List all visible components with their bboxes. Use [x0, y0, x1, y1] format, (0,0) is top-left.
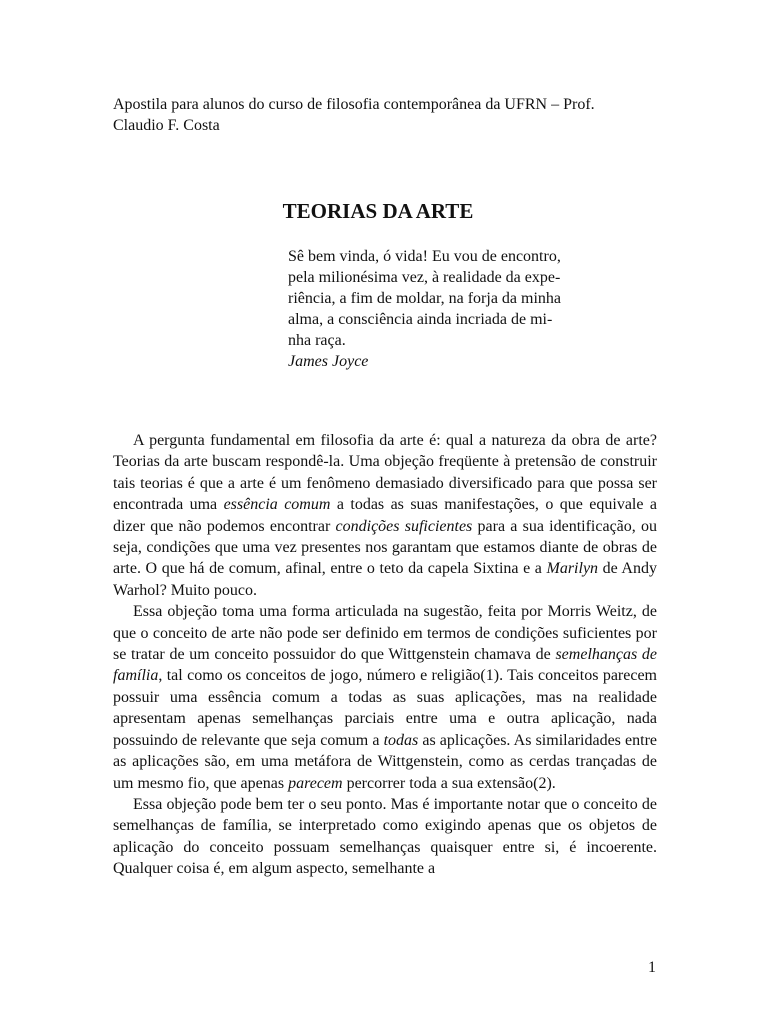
emphasis-todas: todas: [383, 731, 419, 749]
emphasis-parecem: parecem: [288, 774, 343, 792]
paragraph-1-text: de Andy Warhol? Muito pouco.: [113, 560, 657, 599]
paragraph-1-text: para a sua identificação, ou seja, condições que uma vez presentes nos garantam que estamos diante de obras de arte. O que há de comum, afinal, entre o teto da capela Sixtina e a: [113, 517, 658, 578]
paragraph-2-text: percorrer toda a sua extensão(2).: [342, 774, 556, 792]
paragraph-1: [113, 430, 657, 601]
epigraph-line: riência, a fim de moldar, na forja da minha: [288, 290, 562, 307]
epigraph-line: alma, a consciência ainda incriada de mi-: [288, 311, 553, 328]
body-text: [113, 430, 657, 880]
paragraph-3-text: Essa objeção pode bem ter o seu ponto. Mas é importante notar que o conceito de semelhanças de família, se interpretado como exigindo apenas que os objetos de aplicação do conceito possuam semelhanças quaisquer entre si, é incoerente. Qualquer coisa é, em algum aspecto, semelhante a: [113, 795, 657, 878]
emphasis-condicoes-suficientes: condições suficientes: [335, 517, 473, 535]
paragraph-1-text: A pergunta fundamental em filosofia da arte é: qual a natureza da obra de arte? Teorias da arte buscam respondê-la. Uma objeção freqüente à pretensão de construir tais teorias é que a arte é um fenômeno demasiado diversificado para que possa ser encontrada uma: [113, 432, 657, 514]
page-number: 1: [648, 959, 656, 976]
header-note-line-1: Apostila para alunos do curso de filosofia contemporânea da UFRN – Prof.: [113, 96, 595, 113]
paragraph-1-text: a todas as suas manifestações, o que equivale a dizer que não podemos encontrar: [113, 496, 657, 535]
header-note: [113, 94, 673, 136]
paragraph-2-text: Essa objeção toma uma forma articulada na sugestão, feita por Morris Weitz, de que o conceito de arte não pode ser definido em termos de condições suficientes por se tratar de um conceito possuidor do que Wittgenstein chamava de: [113, 603, 657, 664]
emphasis-essencia-comum: essência comum: [223, 496, 331, 514]
paragraph-2: [113, 601, 657, 794]
paragraph-3: [113, 794, 657, 880]
epigraph-author: James Joyce: [288, 353, 369, 370]
paragraph-2-text: as aplicações. As similaridades entre as aplicações são, em uma metáfora de Wittgenstein, como as cerdas trançadas de um mesmo fio, que apenas: [113, 731, 657, 792]
paragraph-2-text: , tal como os conceitos de jogo, número e religião(1). Tais conceitos parecem possuir uma essência comum a todas as suas aplicações, mas na realidade apresentam apenas semelhanças parciais entre uma e outra aplicação, nada possuindo de relevante que seja comum a: [113, 667, 657, 749]
emphasis-marilyn: Marilyn: [546, 560, 599, 578]
epigraph-line: Sê bem vinda, ó vida! Eu vou de encontro,: [288, 248, 561, 265]
epigraph: [288, 246, 588, 372]
emphasis-semelhancas-de-familia: semelhanças de família: [113, 646, 657, 685]
header-note-line-2: Claudio F. Costa: [113, 117, 220, 134]
epigraph-line: nha raça.: [288, 332, 346, 349]
epigraph-line: pela milionésima vez, à realidade da expe-: [288, 269, 561, 286]
page-title: TEORIAS DA ARTE: [282, 199, 474, 223]
